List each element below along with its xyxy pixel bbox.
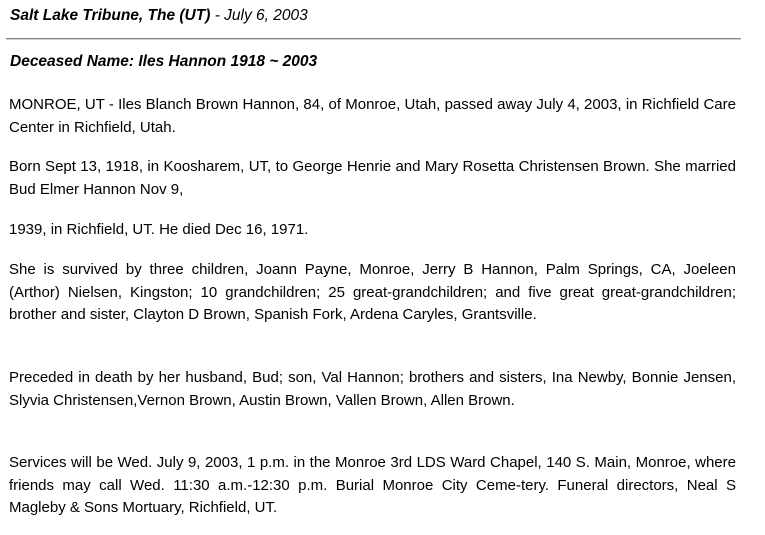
obituary-paragraph-death-notice: MONROE, UT - Iles Blanch Brown Hannon, 84, of Monroe, Utah, passed away July 4, 2003, in Richfield Care Center in Richfield, Utah. [9, 96, 736, 136]
source-line [10, 6, 308, 26]
obituary-paragraph-preceded: Preceded in death by her husband, Bud; son, Val Hannon; brothers and sisters, Ina Newby, Bonnie Jensen, Slyvia Christensen,Vernon Brown, Austin Brown, Vallen Brown, Allen Brown. [9, 369, 736, 409]
deceased-name-line: Deceased Name: Iles Hannon 1918 ~ 2003 [10, 53, 318, 70]
source-separator: - [210, 7, 225, 24]
obituary-paragraph-marriage: 1939, in Richfield, UT. He died Dec 16, 1971. [9, 221, 309, 238]
obituary-paragraph-birth: Born Sept 13, 1918, in Koosharem, UT, to George Henrie and Mary Rosetta Christensen Brown. She married Bud Elmer Hannon Nov 9, [9, 158, 736, 198]
publication-date: July 6, 2003 [224, 7, 308, 24]
newspaper-name: Salt Lake Tribune, The (UT) [10, 7, 211, 24]
obituary-paragraph-survivors: She is survived by three children, Joann Payne, Monroe, Jerry B Hannon, Palm Springs, CA, Joeleen (Arthor) Nielsen, Kingston; 10 grandchildren; 25 great-grandchildren; and five great great-grandchildren; brother and sister, Clayton D Brown, Spanish Fork, Ardena Caryles, Grantsville. [9, 261, 736, 323]
obituary-paragraph-services: Services will be Wed. July 9, 2003, 1 p.m. in the Monroe 3rd LDS Ward Chapel, 140 S. Main, Monroe, where friends may call Wed. 11:30 a.m.-12:30 p.m. Burial Monroe City Ceme-tery. Funeral directors, Neal S Magleby & Sons Mortuary, Richfield, UT. [9, 454, 736, 516]
header-divider [6, 38, 741, 40]
